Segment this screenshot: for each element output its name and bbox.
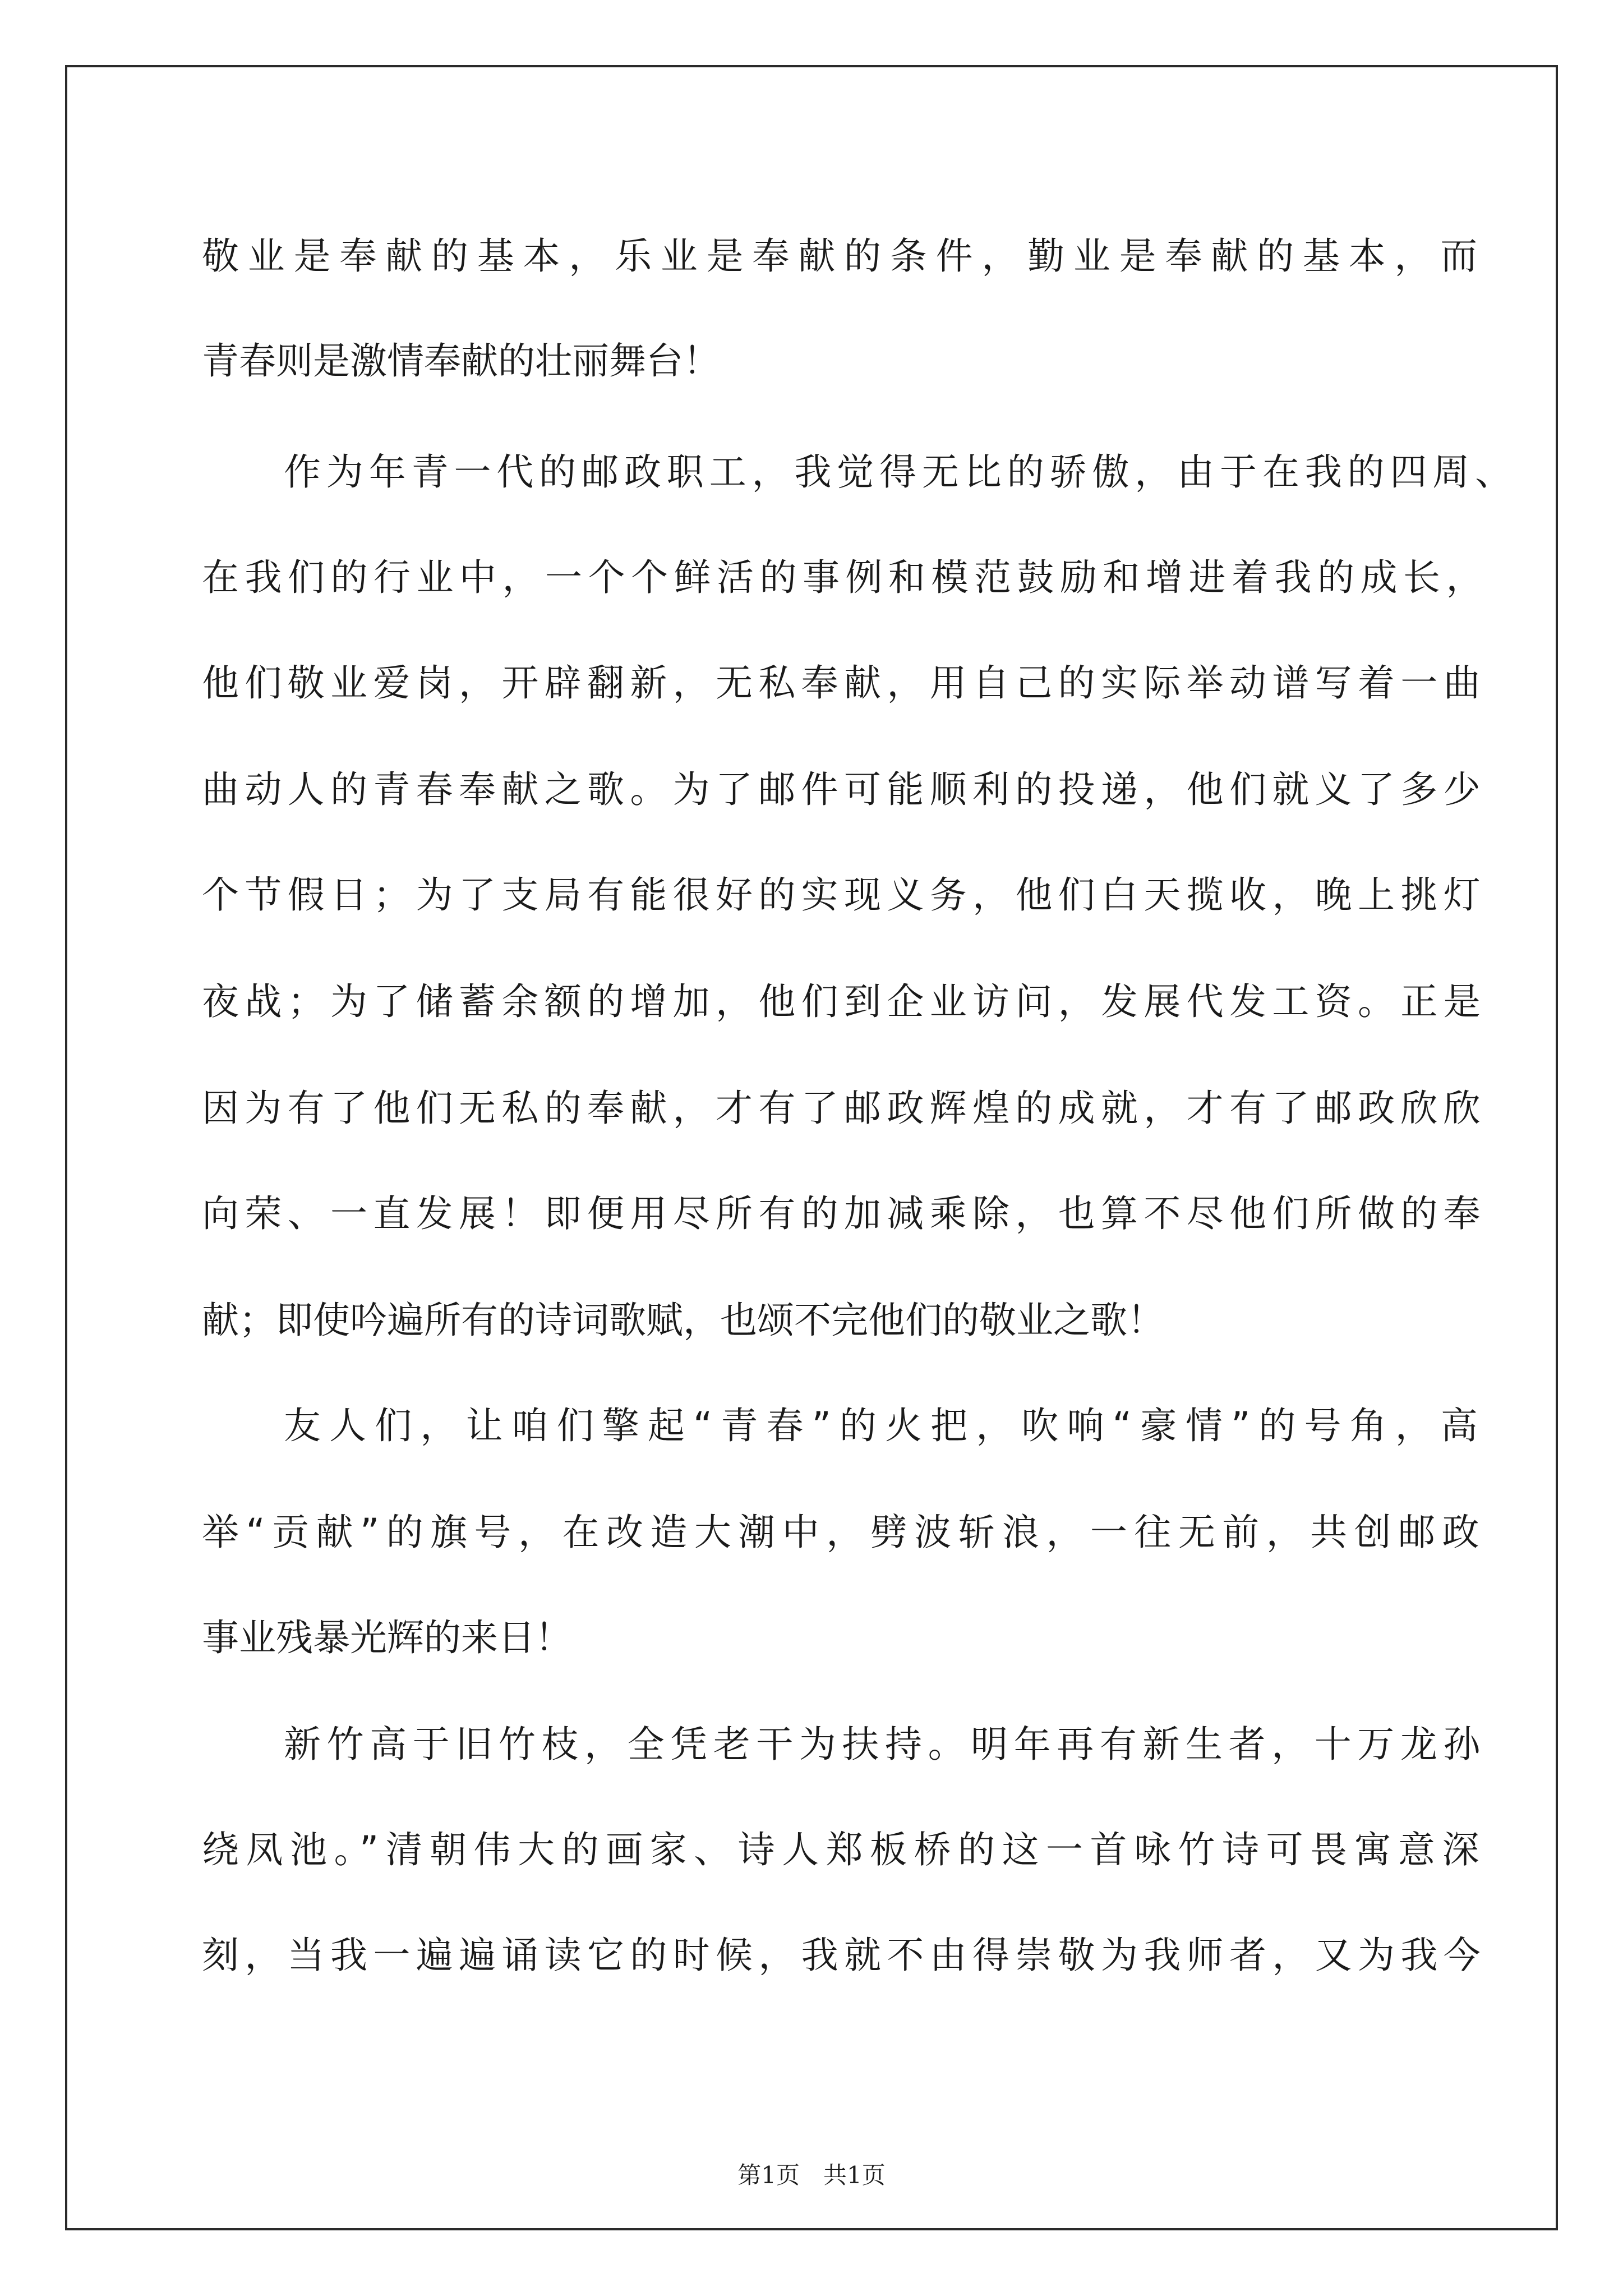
document-body [67,67,1556,2228]
text-line: 事业残暴光辉的来日！ [202,1616,572,1659]
text-line: 新竹高于旧竹枝，全凭老干为扶持。明年再有新生者，十万龙孙 [284,1723,1486,1766]
text-line: 他们敬业爱岗，开辟翻新，无私奉献，用自己的实际举动谱写着一曲 [202,661,1486,705]
text-line: 因为有了他们无私的奉献，才有了邮政辉煌的成就，才有了邮政欣欣 [202,1087,1486,1130]
text-line: 举“贡献”的旗号，在改造大潮中，劈波斩浪，一往无前，共创邮政 [202,1511,1486,1554]
text-line: 刻，当我一遍遍诵读它的时候，我就不由得崇敬为我师者，又为我今 [202,1934,1486,1977]
page-footer [0,2157,1623,2191]
text-line: 在我们的行业中，一个个鲜活的事例和模范鼓励和增进着我的成长， [202,556,1489,599]
text-line: 个节假日；为了支局有能很好的实现义务，他们白天揽收，晚上挑灯 [202,873,1486,917]
page-frame [65,65,1558,2230]
text-line: 曲动人的青春奉献之歌。为了邮件可能顺利的投递，他们就义了多少 [202,768,1486,811]
text-line: 友人们，让咱们擎起“青春”的火把，吹响“豪情”的号角，高 [284,1404,1486,1447]
text-line: 向荣、一直发展！即便用尽所有的加减乘除，也算不尽他们所做的奉 [202,1192,1486,1235]
text-line: 夜战；为了储蓄余额的增加，他们到企业访问，发展代发工资。正是 [202,980,1486,1023]
text-line: 青春则是激情奉献的壮丽舞台！ [202,339,720,383]
text-line: 绕凤池。”清朝伟大的画家、诗人郑板桥的这一首咏竹诗可畏寓意深 [202,1828,1486,1871]
text-line: 敬业是奉献的基本，乐业是奉献的条件，勤业是奉献的基本，而 [202,234,1486,278]
page-number: 第1页 共1页 [737,2161,886,2189]
text-line: 作为年青一代的邮政职工，我觉得无比的骄傲，由于在我的四周、 [284,450,1518,494]
text-line: 献；即使吟遍所有的诗词歌赋，也颂不完他们的敬业之歌！ [202,1299,1164,1342]
